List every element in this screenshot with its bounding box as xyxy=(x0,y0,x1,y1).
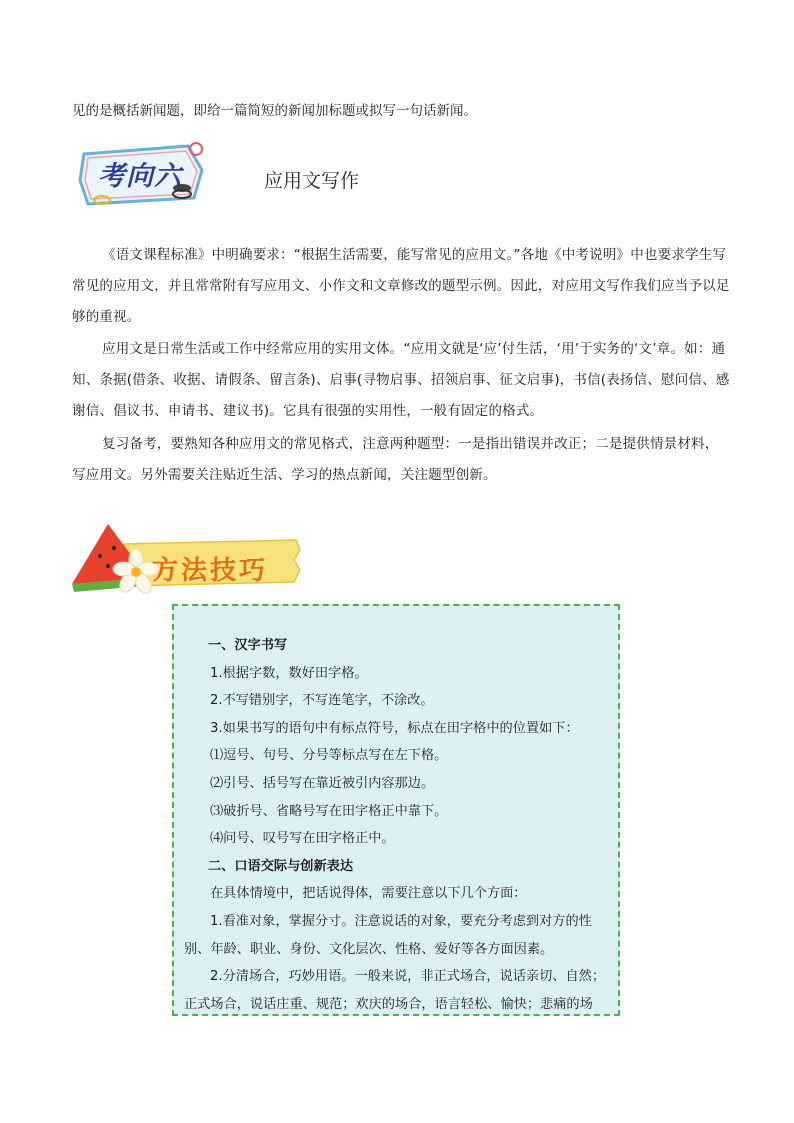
tips-content xyxy=(184,632,612,1016)
tips-box xyxy=(172,604,620,1016)
paragraph-text: 复习备考，要熟知各种应用文的常见格式，注意两种题型：一是指出错误并改正；二是提供情景材料，写应用文。另外需要关注贴近生活、学习的热点新闻，关注题型创新。 xyxy=(72,436,719,483)
badge-label: 考向六 xyxy=(98,161,182,192)
tips-item: 1.根据字数，数好田字格。 xyxy=(210,665,368,681)
paragraph-text: 应用文是日常生活或工作中经常应用的实用文体。“应用文就是‘应’付生活，‘用’于实务的‘文’章。如：通知、条据(借条、收据、请假条、留言条)、启事(寻物启事、招领启事、征文启事)，书信(表扬信、慰问信、感谢信、倡议书、申请书、建议书)。它具有很强的实用性，一般有固定的格式。 xyxy=(72,341,730,419)
tips-heading: 一、汉字书写 xyxy=(208,638,288,653)
tips-item: 在具体情境中，把话说得体，需要注意以下几个方面： xyxy=(210,886,527,902)
paragraph-review xyxy=(72,429,732,491)
tips-item: 2.分清场合，巧妙用语。一般来说，非正式场合，说话亲切、自然； xyxy=(210,969,606,985)
tips-item: ⑷问号、叹号写在田字格正中。 xyxy=(210,831,395,847)
tips-item: ⑴逗号、句号、分号等标点写在左下格。 xyxy=(210,748,448,764)
tips-item: 1.看准对象，掌握分寸。注意说话的对象，要充分考虑到对方的性 xyxy=(210,913,592,929)
tips-item: 2.不写错别字，不写连笔字，不涂改。 xyxy=(210,693,434,709)
section-badge xyxy=(78,140,210,210)
method-banner xyxy=(64,520,304,606)
tips-item: 正式场合，说话庄重、规范；欢庆的场合，语言轻松、愉快；悲痛的场 xyxy=(184,996,593,1012)
tips-item: ⑵引号、括号写在靠近被引内容那边。 xyxy=(210,775,435,791)
paragraph-text: 《语文课程标准》中明确要求：“根据生活需要，能写常见的应用文。”各地《中考说明》中也要求学生写常见的应用文，并且常常附有写应用文、小作文和文章修改的题型示例。因此，对应用文写作我们应当予以足够的重视。 xyxy=(72,247,730,325)
tips-heading: 二、口语交际与创新表达 xyxy=(208,858,354,874)
tips-item: 别、年龄、职业、身份、文化层次、性格、爱好等各方面因素。 xyxy=(184,941,554,957)
intro-line: 见的是概括新闻题，即给一篇简短的新闻加标题或拟写一句话新闻。 xyxy=(72,103,477,119)
paragraph-definition xyxy=(72,334,732,427)
section-title: 应用文写作 xyxy=(264,170,360,192)
tips-item: ⑶破折号、省略号写在田字格正中靠下。 xyxy=(210,803,448,819)
paragraph-standard xyxy=(72,240,732,333)
method-title: 方法技巧 xyxy=(152,556,269,586)
tips-item: 3.如果书写的语句中有标点符号，标点在田字格中的位置如下： xyxy=(210,720,579,736)
